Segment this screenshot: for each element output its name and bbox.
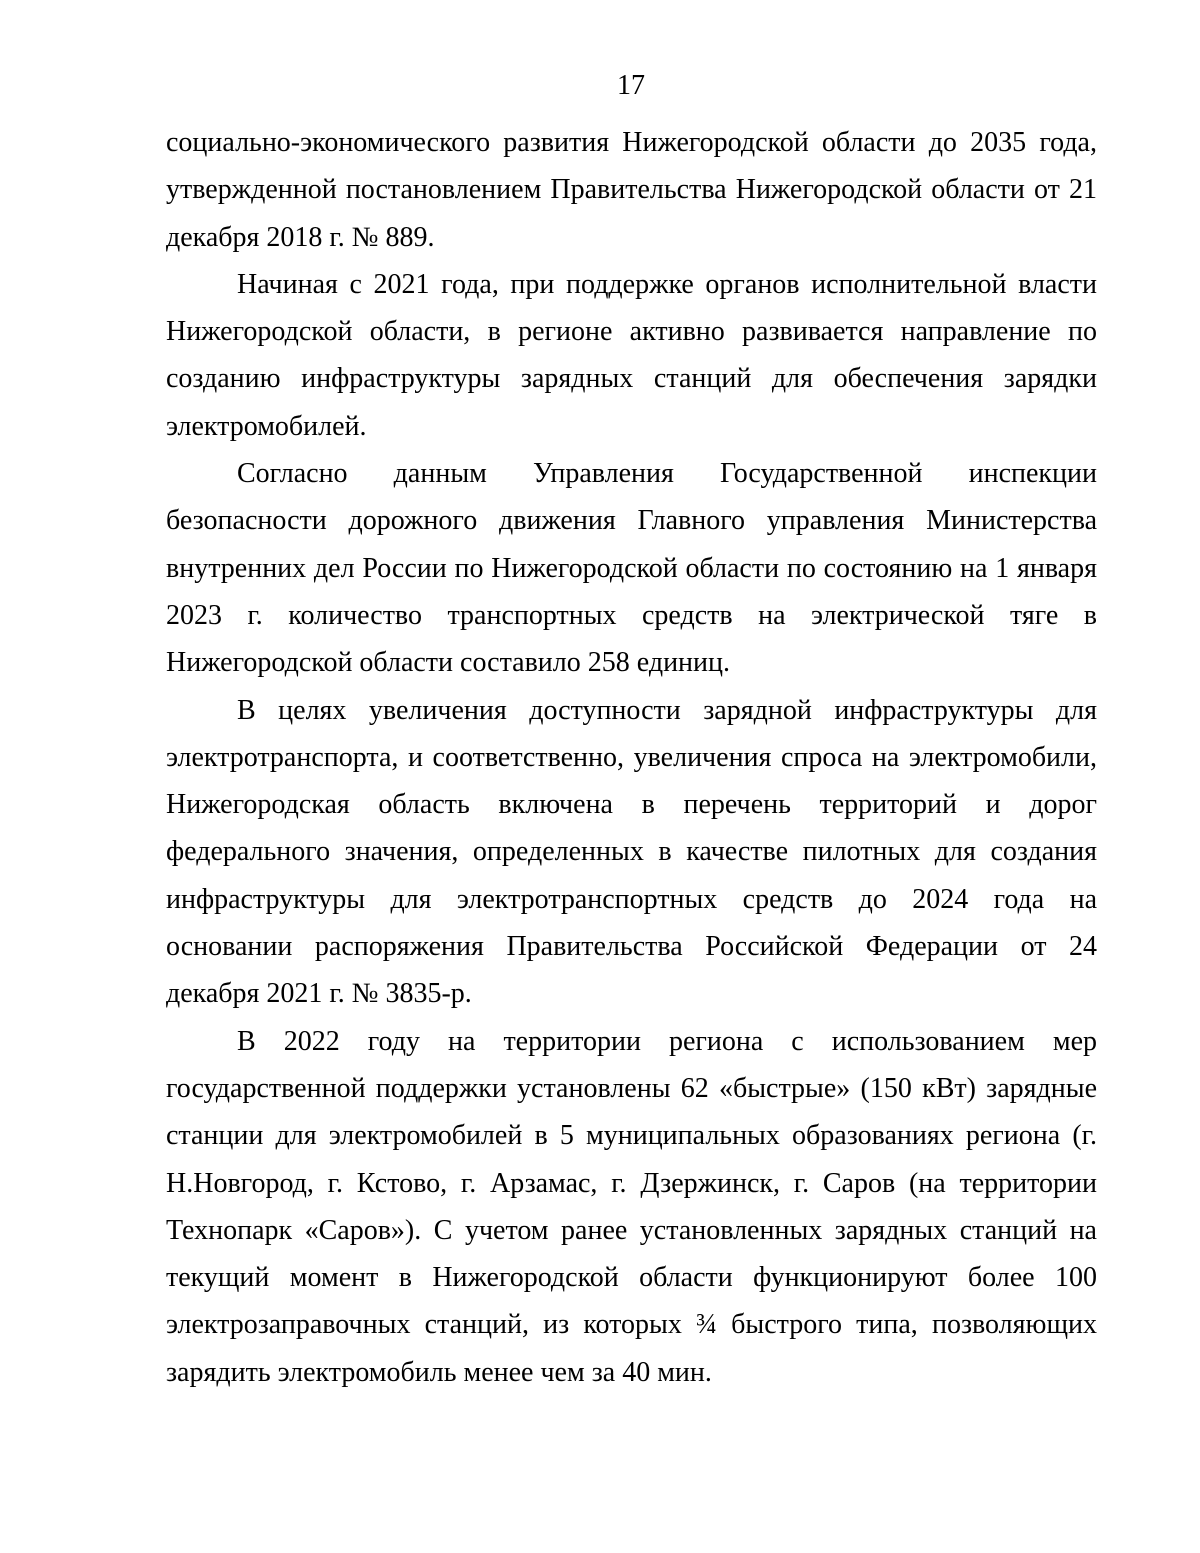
page-number: 17 — [617, 70, 645, 101]
paragraph-pilot-program: В целях увеличения доступности зарядной инфраструктуры для электротранспорта, и соответственно, увеличения спроса на электромобили, Нижегородская область включена в перечень территорий и дорог федерального значения, определенных в качестве пилотных для создания инфраструктуры для электротранспортных средств до 2024 года на основании распоряжения Правительства Российской Федерации от 24 декабря 2021 г. № 3835-р. — [166, 694, 1097, 1010]
paragraph-charging-infrastructure: Начиная с 2021 года, при поддержке органов исполнительной власти Нижегородской области, в регионе активно развивается направление по созданию инфраструктуры зарядных станций для обеспечения зарядки электромобилей. — [166, 268, 1097, 442]
paragraph-vehicle-statistics: Согласно данным Управления Государственной инспекции безопасности дорожного движения Главного управления Министерства внутренних дел России по Нижегородской области по состоянию на 1 января 2023 г. количество транспортных средств на электрической тяге в Нижегородской области составило 258 единиц. — [166, 458, 1097, 679]
document-body — [166, 119, 1097, 1396]
paragraph-continuation: социально-экономического развития Нижегородской области до 2035 года, утвержденной постановлением Правительства Нижегородской области от 21 декабря 2018 г. № 889. — [166, 127, 1097, 253]
paragraph-stations-installed: В 2022 году на территории региона с использованием мер государственной поддержки установлены 62 «быстрые» (150 кВт) зарядные станции для электромобилей в 5 муниципальных образованиях региона (г. Н.Новгород, г. Кстово, г. Арзамас, г. Дзержинск, г. Саров (на территории Технопарк «Саров»). С учетом ранее установленных зарядных станций на текущий момент в Нижегородской области функционируют более 100 электрозаправочных станций, из которых ¾ быстрого типа, позволяющих зарядить электромобиль менее чем за 40 мин. — [166, 1025, 1097, 1388]
